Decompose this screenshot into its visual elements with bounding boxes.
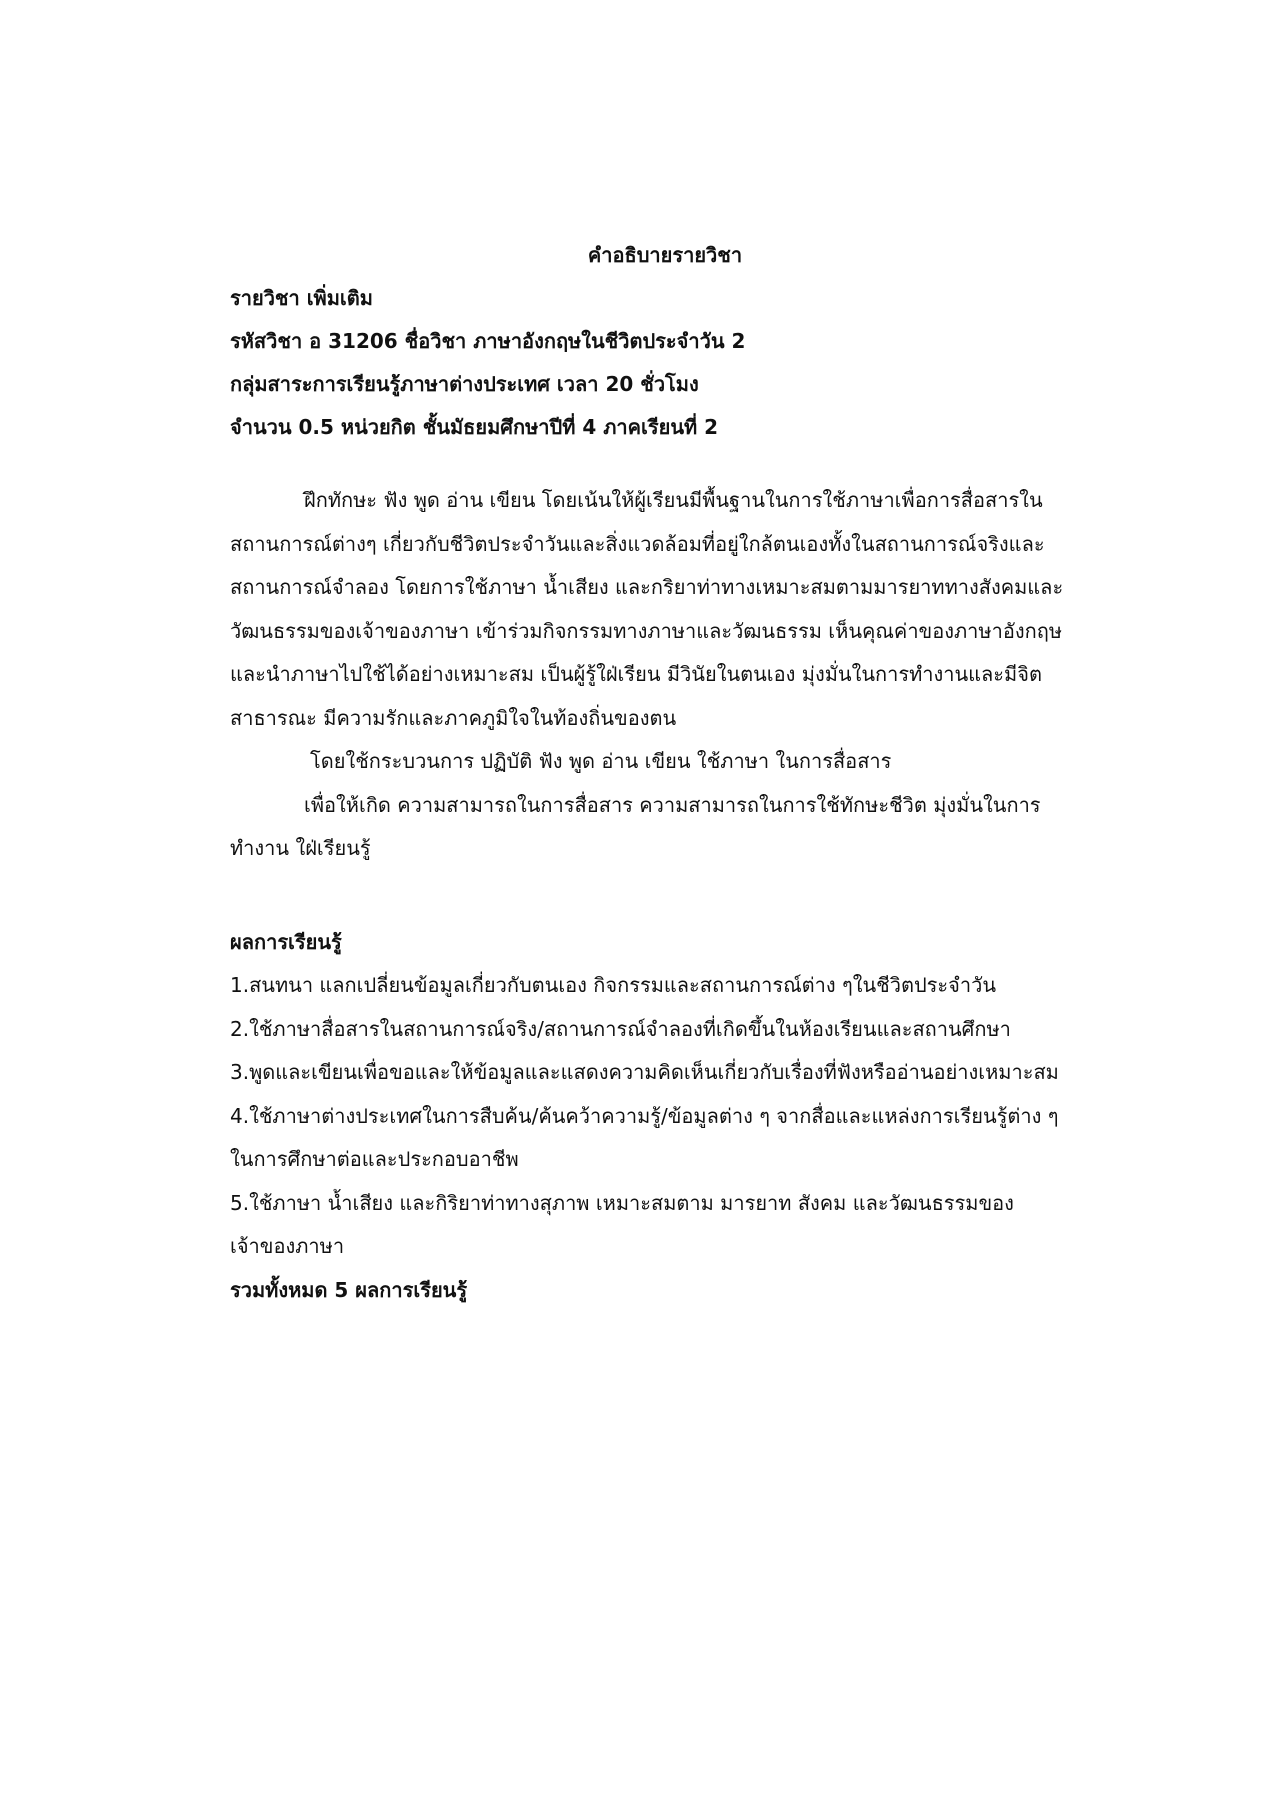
- goal-line: ทำงาน ใฝ่เรียนรู้: [230, 836, 371, 860]
- description-line: สถานการณ์ต่างๆ เกี่ยวกับชีวิตประจำวันและสิ่งแวดล้อมที่อยู่ใกล้ตนเองทั้งในสถานการณ์จริงและ: [230, 531, 1045, 556]
- process-line: โดยใช้กระบวนการ ปฏิบัติ ฟัง พูด อ่าน เขียน ใช้ภาษา ในการสื่อสาร: [310, 749, 892, 773]
- result-item: 4.ใช้ภาษาต่างประเทศในการสืบค้น/ค้นคว้าความรู้/ข้อมูลต่าง ๆ จากสื่อและแหล่งการเรียนรู้ต่าง ๆ: [230, 1103, 1059, 1128]
- course-code-name: รหัสวิชา อ 31206 ชื่อวิชา ภาษาอังกฤษในชีวิตประจำวัน 2: [230, 329, 746, 353]
- goal-line: เพื่อให้เกิด ความสามารถในการสื่อสาร ความสามารถในการใช้ทักษะชีวิต มุ่งมั่นในการ: [304, 792, 1041, 817]
- result-item: 3.พูดและเขียนเพื่อขอและให้ข้อมูลและแสดงความคิดเห็นเกี่ยวกับเรื่องที่ฟังหรืออ่านอย่างเหมาะสม: [230, 1060, 1059, 1084]
- result-item: 2.ใช้ภาษาสื่อสารในสถานการณ์จริง/สถานการณ์จำลองที่เกิดขึ้นในห้องเรียนและสถานศึกษา: [230, 1016, 1011, 1041]
- course-credits-level: จำนวน 0.5 หน่วยกิต ชั้นมัธยมศึกษาปีที่ 4 ภาคเรียนที่ 2: [230, 415, 719, 439]
- result-item: 5.ใช้ภาษา น้ำเสียง และกิริยาท่าทางสุภาพ เหมาะสมตาม มารยาท สังคม และวัฒนธรรมของ: [230, 1190, 1014, 1215]
- spacer: [230, 871, 1100, 921]
- description-line: สถานการณ์จำลอง โดยการใช้ภาษา น้ำเสียง และกริยาท่าทางเหมาะสมตามมารยาททางสังคมและ: [230, 575, 1064, 599]
- result-item: 1.สนทนา แลกเปลี่ยนข้อมูลเกี่ยวกับตนเอง กิจกรรมและสถานการณ์ต่าง ๆในชีวิตประจำวัน: [230, 973, 996, 997]
- description-line: สาธารณะ มีความรักและภาคภูมิใจในท้องถิ่นของตน: [230, 705, 677, 730]
- document-title: คำอธิบายรายวิชา: [587, 243, 743, 267]
- description-line: และนำภาษาไปใช้ได้อย่างเหมาะสม เป็นผู้รู้ใฝ่เรียน มีวินัยในตนเอง มุ่งมั่นในการทำงานและมีจิต: [230, 662, 1042, 686]
- result-item: เจ้าของภาษา: [230, 1234, 345, 1258]
- document-content: [230, 233, 1100, 1312]
- result-item: ในการศึกษาต่อและประกอบอาชีพ: [230, 1147, 519, 1171]
- course-group-hours: กลุ่มสาระการเรียนรู้ภาษาต่างประเทศ เวลา 20 ชั่วโมง: [230, 372, 699, 396]
- description-line: วัฒนธรรมของเจ้าของภาษา เข้าร่วมกิจกรรมทางภาษาและวัฒนธรรม เห็นคุณค่าของภาษาอังกฤษ: [230, 618, 1063, 643]
- results-total: รวมทั้งหมด 5 ผลการเรียนรู้: [230, 1277, 468, 1302]
- description-line: ฝึกทักษะ ฟัง พูด อ่าน เขียน โดยเน้นให้ผู้เรียนมีพื้นฐานในการใช้ภาษาเพื่อการสื่อสารใน: [304, 488, 1043, 512]
- results-heading: ผลการเรียนรู้: [230, 929, 342, 954]
- spacer: [230, 449, 1100, 479]
- course-type: รายวิชา เพิ่มเติม: [230, 286, 373, 310]
